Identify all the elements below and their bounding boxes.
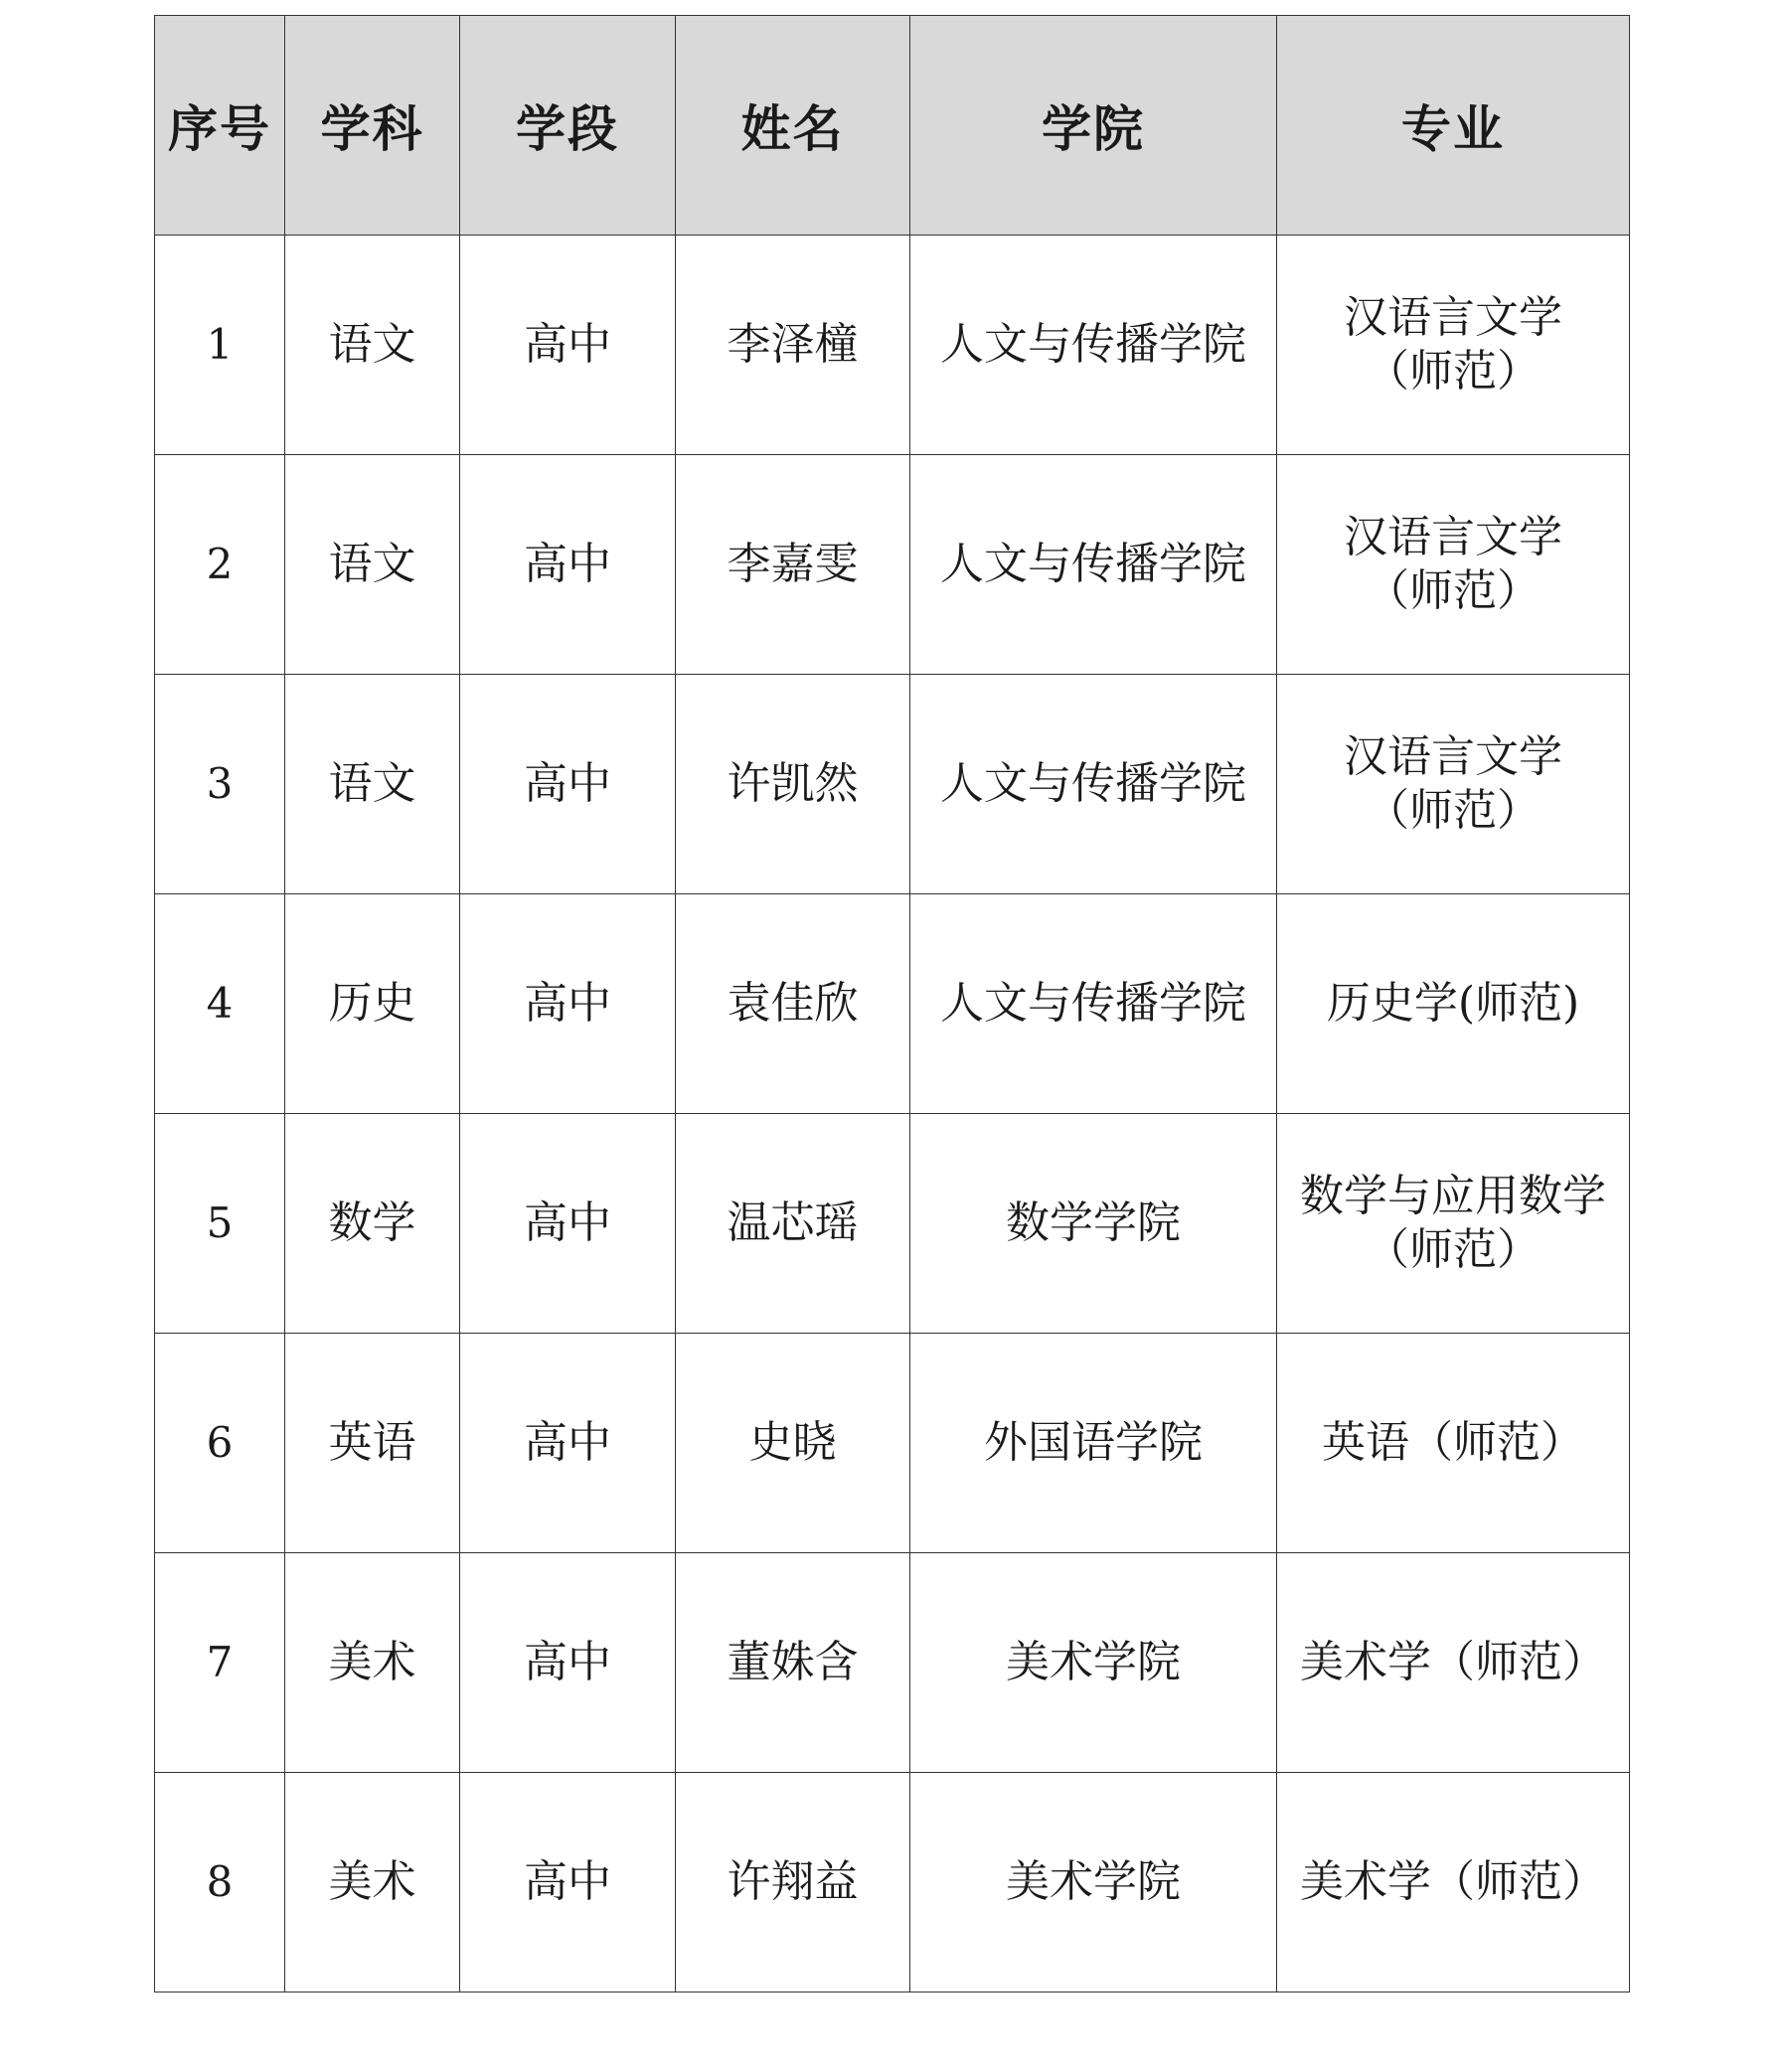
cell-major xyxy=(1277,894,1630,1114)
major-text: 汉语言文学 （师范） xyxy=(1344,292,1562,397)
major-text: 数学与应用数学 （师范） xyxy=(1300,1171,1606,1275)
cell-subject: 语文 xyxy=(285,236,460,455)
cell-subject: 美术 xyxy=(285,1773,460,1992)
cell-stage: 高中 xyxy=(460,1334,676,1553)
cell-college: 人文与传播学院 xyxy=(910,455,1277,675)
cell-stage: 高中 xyxy=(460,1773,676,1992)
header-stage: 学段 xyxy=(460,16,676,236)
table-row xyxy=(155,894,1630,1114)
table-row xyxy=(155,1553,1630,1773)
table-row xyxy=(155,1114,1630,1334)
cell-major xyxy=(1277,1114,1630,1334)
cell-name: 李泽橦 xyxy=(676,236,910,455)
cell-stage: 高中 xyxy=(460,894,676,1114)
cell-name: 许翔益 xyxy=(676,1773,910,1992)
cell-subject: 数学 xyxy=(285,1114,460,1334)
cell-index: 7 xyxy=(155,1553,285,1773)
cell-major xyxy=(1277,455,1630,675)
cell-college: 人文与传播学院 xyxy=(910,236,1277,455)
header-name: 姓名 xyxy=(676,16,910,236)
table-header xyxy=(155,16,1630,236)
cell-major xyxy=(1277,236,1630,455)
cell-index: 6 xyxy=(155,1334,285,1553)
cell-college: 人文与传播学院 xyxy=(910,675,1277,894)
header-index: 序号 xyxy=(155,16,285,236)
cell-stage: 高中 xyxy=(460,455,676,675)
cell-major xyxy=(1277,1334,1630,1553)
cell-subject: 语文 xyxy=(285,455,460,675)
table-body xyxy=(155,236,1630,1992)
cell-index: 3 xyxy=(155,675,285,894)
cell-college: 数学学院 xyxy=(910,1114,1277,1334)
header-subject: 学科 xyxy=(285,16,460,236)
cell-index: 5 xyxy=(155,1114,285,1334)
major-text: 英语（师范） xyxy=(1322,1417,1584,1469)
table-row xyxy=(155,1334,1630,1553)
cell-subject: 历史 xyxy=(285,894,460,1114)
cell-stage: 高中 xyxy=(460,236,676,455)
roster-table xyxy=(154,15,1630,1992)
major-text: 汉语言文学 （师范） xyxy=(1344,731,1562,836)
cell-college: 人文与传播学院 xyxy=(910,894,1277,1114)
header-college: 学院 xyxy=(910,16,1277,236)
cell-stage: 高中 xyxy=(460,1553,676,1773)
cell-index: 8 xyxy=(155,1773,285,1992)
header-row xyxy=(155,16,1630,236)
major-text: 历史学(师范) xyxy=(1326,978,1580,1030)
cell-index: 1 xyxy=(155,236,285,455)
table-row xyxy=(155,236,1630,455)
major-text: 美术学（师范） xyxy=(1300,1637,1606,1688)
table-row xyxy=(155,675,1630,894)
cell-college: 美术学院 xyxy=(910,1773,1277,1992)
cell-college: 外国语学院 xyxy=(910,1334,1277,1553)
cell-name: 许凯然 xyxy=(676,675,910,894)
cell-name: 温芯瑶 xyxy=(676,1114,910,1334)
cell-major xyxy=(1277,1773,1630,1992)
cell-index: 2 xyxy=(155,455,285,675)
table-row xyxy=(155,455,1630,675)
cell-stage: 高中 xyxy=(460,1114,676,1334)
cell-major xyxy=(1277,1553,1630,1773)
cell-name: 李嘉雯 xyxy=(676,455,910,675)
cell-subject: 语文 xyxy=(285,675,460,894)
cell-name: 袁佳欣 xyxy=(676,894,910,1114)
cell-subject: 美术 xyxy=(285,1553,460,1773)
cell-name: 董姝含 xyxy=(676,1553,910,1773)
cell-stage: 高中 xyxy=(460,675,676,894)
table-row xyxy=(155,1773,1630,1992)
cell-major xyxy=(1277,675,1630,894)
header-major: 专业 xyxy=(1277,16,1630,236)
major-text: 美术学（师范） xyxy=(1300,1856,1606,1908)
cell-index: 4 xyxy=(155,894,285,1114)
cell-subject: 英语 xyxy=(285,1334,460,1553)
cell-name: 史晓 xyxy=(676,1334,910,1553)
major-text: 汉语言文学 （师范） xyxy=(1344,512,1562,616)
cell-college: 美术学院 xyxy=(910,1553,1277,1773)
